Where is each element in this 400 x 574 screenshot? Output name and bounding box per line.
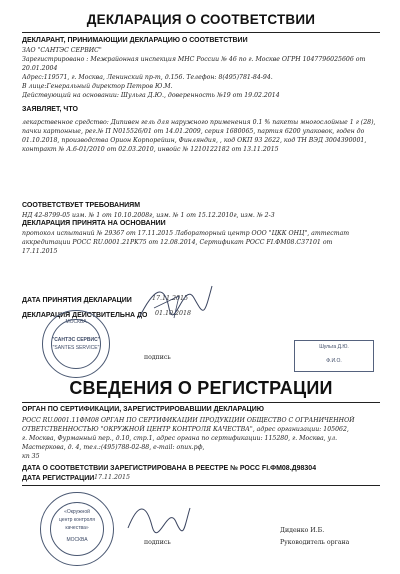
applicant-line: Адрес:119571, г. Москва, Ленинский пр-т, д.156. Телефон: 8(495)781-84-94.: [22, 74, 273, 81]
organ-line: кп 35: [22, 453, 40, 460]
company-seal-stamp: МОСКВА "САНТЭС СЕРВИС" "SANTES SERVICE": [42, 310, 110, 378]
registrar-signature: [124, 498, 194, 538]
claims-line: контракт № А.6-01/2010 от 02.03.2010, инвойс № 1210122182 от 13.11.2015: [22, 146, 279, 153]
certification-body-stamp: «Окружной центр контроля качества» МОСКВА: [40, 492, 114, 566]
basis-line: аккредитации РОСС RU.0001.21PK75 от 12.08.2014, Сертификат РОСС FI.ФМ08.C37101 от: [22, 239, 333, 246]
conforms-line: НД 42-8799-05 изм. № 1 от 10.10.2008г, изм. № 1 от 15.12.2010г, изм. № 2-3: [22, 212, 275, 219]
registration-title: СВЕДЕНИЯ О РЕГИСТРАЦИИ: [69, 378, 333, 398]
organ-heading: ОРГАН ПО СЕРТИФИКАЦИИ, ЗАРЕГИСТРИРОВАВШИЙ ДЕКЛАРАЦИЮ: [22, 406, 265, 413]
applicant-name: ЗАО "САНТЭС СЕРВИС": [22, 47, 102, 54]
claims-line: пачки картонные, рег.№ П N015526/01 от 14.01.2009, серия 1680065, партия 6200 упаковок, годен до: [22, 128, 365, 135]
valid-until-value: 01.10.2018: [155, 310, 192, 317]
registrar-name: Диденко И.Б.: [280, 527, 325, 534]
name-stamp: Шульга Д.Ю. Ф.И.О.: [294, 340, 374, 372]
claims-line: 01.10.2018, производства Орион Корпорейшн, Финляндия, , код ОКП 93 2622, код ТН ВЭД 3004390001,: [22, 137, 367, 144]
organ-line: Мастеркова, д. 4, тел.:(495)788-02-88, e-mail: onux.pф,: [22, 444, 205, 451]
valid-until-label: ДЕКЛАРАЦИЯ ДЕЙСТВИТЕЛЬНА ДО: [22, 312, 148, 319]
basis-heading: ДЕКЛАРАЦИЯ ПРИНЯТА НА ОСНОВАНИИ: [22, 220, 166, 227]
registration-title-underline: [22, 402, 380, 403]
registration-date-label: ДАТА РЕГИСТРАЦИИ: [22, 475, 95, 482]
accept-date-label: ДАТА ПРИНЯТИЯ ДЕКЛАРАЦИИ: [22, 297, 132, 304]
signature-caption: подпись: [144, 354, 171, 361]
organ-line: ОТВЕТСТВЕННОСТЬЮ "ОКРУЖНОЙ ЦЕНТР КОНТРОЛЯ КАЧЕСТВА", адрес организации: 105062,: [22, 426, 349, 433]
declaration-title: ДЕКЛАРАЦИЯ О СООТВЕТСТВИИ: [86, 12, 316, 27]
applicant-line: Зарегистрировано : Межрайонная инспекция МНС России № 46 по г. Москве ОГРН 1047796025606 от: [22, 56, 366, 63]
applicant-line: В лице:Генеральный директор Петров Ю.М.: [22, 83, 173, 90]
basis-line: 17.11.2015: [22, 248, 58, 255]
accept-date-value: 17.11.2015: [152, 295, 189, 302]
registration-rule: [22, 485, 380, 486]
title-underline: [22, 32, 380, 33]
applicant-line: 20.01.2004: [22, 65, 58, 72]
applicant-line: Действующий на основании: Шульга Д.Ю., доверенность №19 от 19.02.2014: [22, 92, 280, 99]
applicant-heading: ДЕКЛАРАНТ, ПРИНИМАЮЩИЙ ДЕКЛАРАЦИЮ О СООТВЕТСТВИИ: [22, 37, 248, 44]
organ-line: г. Москва, Фурманный пер., д.10, стр.1, адрес органа по сертификации: 115280, г. Москва, ул.: [22, 435, 338, 442]
registry-number: ДАТА О СООТВЕТСТВИИ ЗАРЕГИСТРИРОВАНА В РЕЕСТРЕ № РОСС FI.ФМ08.Д98304: [22, 465, 317, 472]
document-page: [22, 10, 380, 570]
registration-date-value: 17.11.2015: [94, 474, 131, 481]
handwritten-signature: [134, 278, 214, 324]
claims-heading: ЗАЯВЛЯЕТ, ЧТО: [22, 106, 78, 113]
basis-line: протокол испытаний № 29367 от 17.11.2015 Лабораторный центр ООО "ЦКК ОНЦ", аттестат: [22, 230, 350, 237]
organ-line: РОСС RU.0001.11ФМ08 ОРГАН ПО СЕРТИФИКАЦИИ ПРОДУКЦИИ ОБЩЕСТВО С ОГРАНИЧЕННОЙ: [22, 417, 355, 424]
registrar-role: Руководитель органа: [280, 539, 350, 546]
conforms-heading: СООТВЕТСТВУЕТ ТРЕБОВАНИЯМ: [22, 202, 141, 209]
registrar-sign-caption: подпись: [144, 539, 171, 546]
claims-line: лекарственное средство: Дипивен гель для наружного применения 0.1 % пакеты многослойные 1 г (28),: [22, 119, 376, 126]
